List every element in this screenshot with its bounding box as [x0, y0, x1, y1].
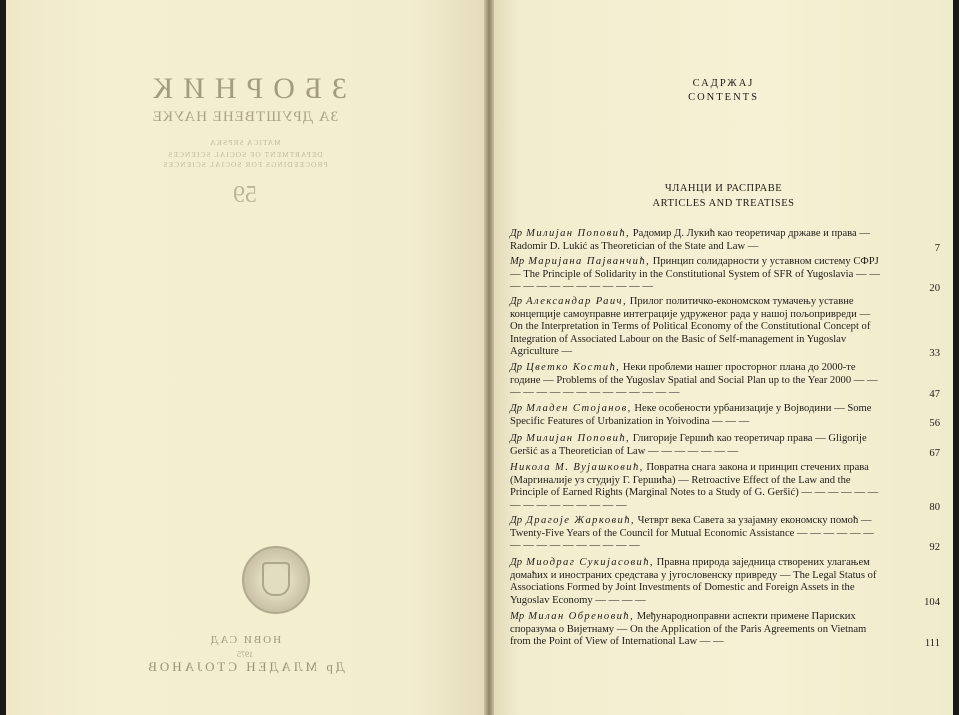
- entry-page: 20: [929, 283, 940, 295]
- entry-author: Александар Раич,: [526, 296, 628, 307]
- entry-page: 67: [929, 447, 940, 459]
- entry-title: Неки проблеми нашег просторног плана до 2000-те године — Problems of the Yugoslav Spatial and Social Plan up to the Year 2000 — — — — — — — — — — — — — — —: [510, 362, 878, 399]
- entry-title: Четврт века Савета за узајамну економску помоћ — Twenty-Five Years of the Council for Mutual Economic Assistance — — — — — — — — — — — — — — — —: [510, 515, 874, 552]
- entry-page: 104: [924, 596, 940, 608]
- cover-subtitle-showthrough: ЗА ДРУШТВЕНЕ НАУКЕ: [151, 109, 339, 125]
- entry-author: Никола М. Вујашковић,: [510, 462, 644, 473]
- section-heading-sr: ЧЛАНЦИ И РАСПРАВЕ: [664, 183, 783, 194]
- right-page: [494, 0, 953, 715]
- cover-editor-showthrough: Др МЛАДЕН СТОЈАНОВ: [145, 659, 345, 674]
- entry-title: Правна природа заједница створених улагањем домаћих и иностраних средстава у југословенску привреду — The Legal Status of Associations Formed by Joint Investments of Domestic and Foreign Assets in the Yugoslav Economy — — — —: [510, 557, 877, 606]
- section-heading-en: ARTICLES AND TREATISES: [652, 198, 795, 209]
- toc-entry: Др Миодраг Сукијасовић, Правна природа заједница створених улагањем домаћих и иностраних средстава у југословенску привреду — The Legal Status of Associations Formed by Joint Investments of Domestic and Foreign Assets in the Yugoslav Economy — — — — 104: [510, 557, 940, 608]
- cover-volume-showthrough: 59: [233, 182, 257, 208]
- toc-entry: Др Младен Стојанов, Неке особености урбанизације у Војводини — Some Specific Features of Urbanization in Yoivodina — — — 56: [510, 403, 940, 429]
- entry-author: Милан Обреновић,: [528, 611, 635, 622]
- entry-page: 80: [929, 501, 940, 513]
- toc-entry: Др Александар Раич, Прилог политичко-економском тумачењу уставне концепције самоуправне интеграције удруженог рада у нашој пољопривреди — On the Interpretation in Terms of Political Economy of the Constitutional Concept of Integration of Associated Labour on the Basic of Self-management in Yugoslav Agriculture — 33: [510, 296, 940, 360]
- entry-author: Драгоје Жарковић,: [526, 515, 635, 526]
- toc-entry: Др Цветко Костић, Неки проблеми нашег просторног плана до 2000-те године — Problems of the Yugoslav Spatial and Social Plan up to the Year 2000 — — — — — — — — — — — — — — — 47: [510, 362, 940, 401]
- toc-entry: Др Милијан Поповић, Радомир Д. Лукић као теоретичар државе и права — Radomir D. Lukić as Theoretician of the State and Law — 7: [510, 228, 940, 254]
- cover-city-showthrough: НОВИ САД: [208, 634, 282, 646]
- toc-entry: Мр Милан Обреновић, Међународноправни аспекти примене Париских споразума о Вијетнаму — On the Application of the Paris Agreements on Vietnam from the Point of View of International Law — — 111: [510, 611, 940, 650]
- cover-title-showthrough: ЗБОРНИК: [143, 72, 347, 105]
- entry-author: Милијан Поповић,: [526, 228, 631, 239]
- toc-entry: Др Драгоје Жарковић, Четврт века Савета за узајамну економску помоћ — Twenty-Five Years of the Council for Mutual Economic Assistance — — — — — — — — — — — — — — — — 92: [510, 515, 940, 554]
- entry-page: 7: [934, 242, 940, 254]
- entry-author: Цветко Костић,: [526, 362, 621, 373]
- entry-page: 47: [929, 389, 940, 401]
- cover-year-showthrough: 1975: [237, 650, 253, 659]
- entry-page: 92: [929, 542, 940, 554]
- toc-entry: Мр Маријана Пајванчић, Принцип солидарности у уставном систему СФРЈ — The Principle of Solidarity in the Constitutional System of SFR of Yugoslavia — — — — — — — — — — — — — 20: [510, 256, 940, 295]
- cover-line-2: DEPARTMENT OF SOCIAL SCIENCES: [167, 150, 323, 159]
- entry-page: 111: [924, 638, 940, 650]
- entry-page: 56: [929, 417, 940, 429]
- entry-title: Глигорије Гершић као теоретичар права — Gligorije Geršić as a Theoretician of Law — — — — — — —: [510, 433, 867, 457]
- entry-author: Миодраг Сукијасовић,: [526, 557, 654, 568]
- entry-title: Међународноправни аспекти примене Париских споразума о Вијетнаму — On the Application of the Paris Agreements on Vietnam from the Point of View of International Law — —: [510, 611, 867, 648]
- book-gutter: [484, 0, 494, 715]
- entry-title: Радомир Д. Лукић као теоретичар државе и права — Radomir D. Lukić as Theoretician of the State and Law —: [510, 228, 870, 252]
- cover-line-3: PROCEEDINGS FOR SOCIAL SCIENCES: [162, 160, 328, 169]
- entry-title: Прилог политичко-економском тумачењу уставне концепције самоуправне интеграције удруженог рада у нашој пољопривреди — On the Interpretation in Terms of Political Economy of the Constitutional Concept of Integration of Associated Labour on the Basic of Self-management in Yugoslav Agriculture —: [510, 296, 871, 358]
- entry-title: Принцип солидарности у уставном систему СФРЈ — The Principle of Solidarity in the Constitutional System of SFR of Yugoslavia — — — — — — — — — — — — —: [510, 256, 880, 293]
- emblem-icon: [242, 546, 310, 614]
- contents-heading-sr: САДРЖАЈ: [692, 78, 755, 89]
- left-page: [6, 0, 484, 715]
- entry-author: Милијан Поповић,: [526, 433, 631, 444]
- toc-entry: Др Милијан Поповић, Глигорије Гершић као теоретичар права — Gligorije Geršić as a Theoretician of Law — — — — — — — 67: [510, 433, 940, 459]
- entry-title: Неке особености урбанизације у Војводини — Some Specific Features of Urbanization in Yoivodina — — —: [510, 403, 872, 427]
- entry-page: 33: [929, 348, 940, 360]
- toc-entry: [510, 462, 940, 512]
- cover-line-1: MATICA SRPSKA: [209, 138, 281, 147]
- entry-author: Младен Стојанов,: [526, 403, 632, 414]
- contents-heading-en: CONTENTS: [688, 92, 759, 103]
- entry-title: Повратна снага закона и принцип стечених права (Маргиналије уз студију Г. Гершића) — Retroactive Effect of the Law and the Principle of Earned Rights (Marginal Notes to a Study of G. Geršić) — — — — — — — — — — — — — — —: [510, 462, 879, 511]
- entry-author: Маријана Пајванчић,: [528, 256, 651, 267]
